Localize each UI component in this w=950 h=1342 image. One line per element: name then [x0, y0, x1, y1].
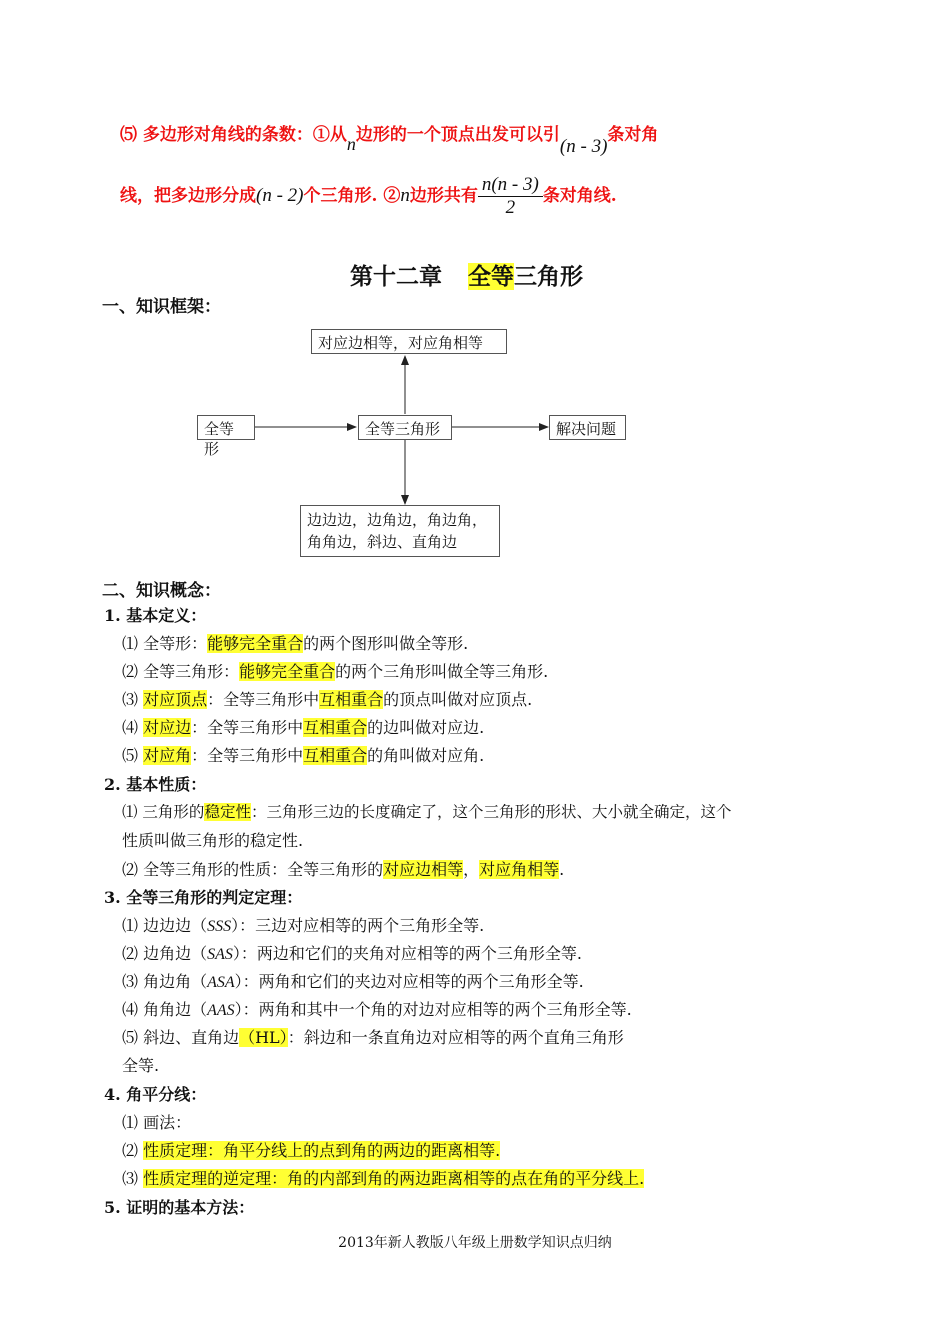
highlight: 互相重合: [303, 746, 368, 765]
abbr: SAS: [207, 946, 233, 963]
abbr: AAS: [207, 1002, 235, 1019]
math-n: n: [400, 185, 410, 206]
diagram-box-bottom: [300, 505, 500, 557]
text: ⑶ 角边角（: [122, 972, 208, 991]
criterion-item: [122, 997, 632, 1020]
text: ）：三边对应相等的两个三角形全等.: [231, 916, 485, 935]
text: .: [559, 860, 565, 879]
abbr: SSS: [207, 918, 232, 935]
text: ⑵: [122, 1141, 144, 1160]
text: 的两个图形叫做全等形.: [303, 634, 469, 653]
subsection-title: 5. 证明的基本方法：: [104, 1198, 255, 1217]
text: 线，把多边形分成: [120, 186, 256, 206]
section-heading: 二、知识概念：: [102, 581, 221, 601]
text: 条对角线.: [542, 186, 617, 206]
math-n: n: [346, 134, 356, 154]
text: ⑶: [122, 1169, 144, 1188]
text: ，: [463, 860, 480, 879]
definition-item: [122, 715, 484, 738]
highlight: 互相重合: [303, 718, 368, 737]
criterion-item: [122, 941, 582, 964]
highlight: （HL）: [239, 1028, 288, 1047]
highlight: 对应边相等: [383, 860, 464, 879]
diagram-box-right: 解决问题: [549, 415, 626, 440]
text: ⑴ 三角形的: [122, 803, 205, 821]
highlight: 稳定性: [204, 803, 251, 821]
box-line: 角角边，斜边、直角边: [307, 533, 458, 551]
text: ⑴ 全等形：: [122, 634, 208, 653]
text: ）：两边和它们的夹角对应相等的两个三角形全等.: [232, 944, 582, 963]
property-item: [122, 800, 731, 822]
text: ⑴ 边边边（: [122, 916, 208, 935]
text: ⑵ 边角边（: [122, 944, 208, 963]
bisector-item: ⑴ 画法：: [122, 1113, 192, 1132]
text: ）：两角和它们的夹边对应相等的两个三角形全等.: [234, 972, 584, 991]
box-line: 边边边，边角边，角边角，: [307, 511, 488, 529]
property-item: [122, 857, 564, 880]
abbr: ASA: [207, 974, 235, 991]
property-item-cont: 性质叫做三角形的稳定性.: [122, 831, 304, 850]
diagram-box-top: 对应边相等，对应角相等: [311, 329, 507, 354]
highlight: 对应角相等: [479, 860, 560, 879]
subsection-title: 4. 角平分线：: [104, 1085, 207, 1104]
text: 个三角形. ②: [303, 186, 401, 206]
definition-item: [122, 631, 468, 654]
text: 的顶点叫做对应顶点.: [383, 690, 533, 709]
definition-item: [122, 743, 484, 766]
bisector-item: [122, 1138, 500, 1161]
text: ⑵ 全等三角形的性质：全等三角形的: [122, 860, 384, 879]
criterion-item: [122, 913, 484, 936]
highlight: 性质定理的逆定理：角的内部到角的两边距离相等的点在角的平分线上.: [143, 1169, 645, 1188]
highlight: 性质定理：角平分线上的点到角的两边的距离相等.: [143, 1141, 501, 1160]
subsection-title: 1. 基本定义：: [104, 606, 207, 625]
subsection-title: 2. 基本性质：: [104, 775, 207, 794]
criterion-item-cont: 全等.: [122, 1056, 160, 1075]
text: 边形共有: [409, 186, 478, 206]
text: ⑶: [122, 690, 144, 709]
bisector-item: [122, 1166, 644, 1189]
text: ⑷ 角角边（: [122, 1000, 208, 1019]
text: ⑸ 多边形对角线的条数：①从: [120, 125, 347, 145]
text: 的角叫做对应角.: [367, 746, 485, 765]
text: ⑸: [122, 746, 144, 765]
text: ：全等三角形中: [191, 718, 304, 737]
text: ⑷: [122, 718, 144, 737]
highlight: 对应顶点: [143, 690, 208, 709]
math-expr: (n - 2): [256, 185, 304, 206]
math-expr: (n - 3): [559, 136, 608, 157]
criterion-item: [122, 969, 584, 992]
text: ：斜边和一条直角边对应相等的两个直角三角形: [287, 1028, 624, 1047]
chapter-number: 第十二章: [350, 263, 442, 290]
highlight: 能够完全重合: [239, 662, 336, 681]
text: ⑸ 斜边、直角边: [122, 1028, 240, 1047]
text: ：三角形三边的长度确定了，这个三角形的形状、大小就全确定，这个: [250, 803, 732, 821]
definition-item: [122, 687, 532, 710]
definition-item: [122, 659, 548, 682]
highlight: 互相重合: [319, 690, 384, 709]
text: 条对角: [607, 125, 659, 145]
text: 的边叫做对应边.: [367, 718, 485, 737]
text: ⑵ 全等三角形：: [122, 662, 240, 681]
subsection-title: 3. 全等三角形的判定定理：: [104, 888, 303, 907]
diagram-box-left: 全等形: [197, 415, 255, 440]
frac-denominator: 2: [505, 197, 516, 218]
highlight: 对应角: [143, 746, 192, 765]
text: ：全等三角形中: [191, 746, 304, 765]
text: 的两个三角形叫做全等三角形.: [335, 662, 549, 681]
text: ：全等三角形中: [207, 690, 320, 709]
chapter-highlight: 全等: [468, 263, 514, 290]
section-heading: 一、知识框架：: [102, 297, 221, 317]
diagram-box-center: 全等三角形: [358, 415, 452, 440]
text: 边形的一个顶点出发可以引: [355, 125, 560, 145]
highlight: 对应边: [143, 718, 192, 737]
page-footer: 2013年新人教版八年级上册数学知识点归纳: [338, 1235, 612, 1251]
highlight: 能够完全重合: [207, 634, 304, 653]
text: ）：两角和其中一个角的对边对应相等的两个三角形全等.: [234, 1000, 632, 1019]
criterion-item: [122, 1025, 624, 1048]
frac-numerator: n(n - 3): [478, 174, 543, 197]
chapter-name: 三角形: [514, 263, 583, 290]
